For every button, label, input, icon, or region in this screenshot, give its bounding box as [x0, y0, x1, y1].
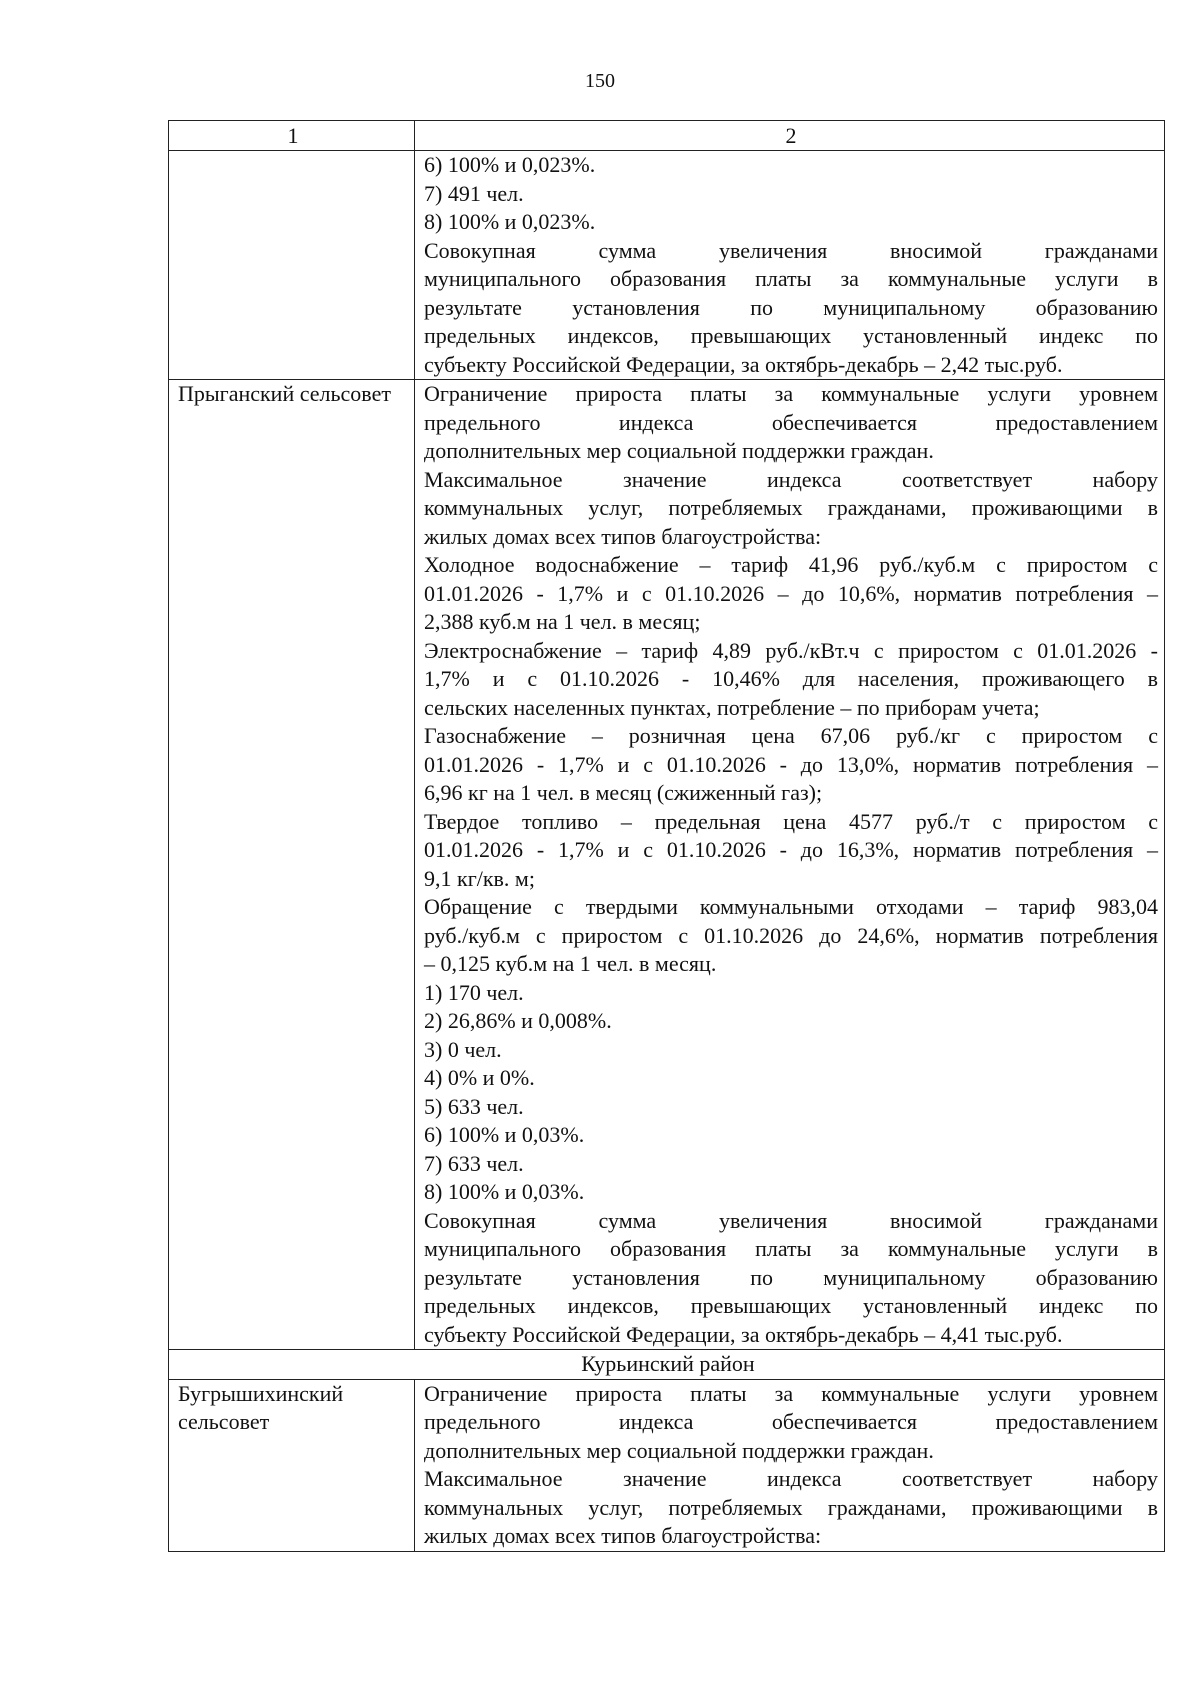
table-row — [169, 151, 1165, 380]
text-line: коммунальных услуг, потребляемых гражданами, проживающими в — [424, 495, 1158, 520]
text-line: 01.01.2026 - 1,7% и с 01.10.2026 - до 16,3%, норматив потребления – — [424, 837, 1158, 862]
description-lines — [424, 1380, 1158, 1551]
municipality-cell — [169, 151, 415, 380]
text-line: субъекту Российской Федерации, за октябрь-декабрь – 4,41 тыс.руб. — [424, 1321, 1063, 1347]
text-line: сельских населенных пунктах, потребление – по приборам учета; — [424, 694, 1040, 720]
text-line: 3) 0 чел. — [424, 1036, 502, 1062]
text-line: 7) 491 чел. — [424, 180, 524, 206]
header-row — [169, 121, 1165, 151]
text-line: жилых домах всех типов благоустройства: — [424, 523, 822, 549]
text-line: Совокупная сумма увеличения вносимой гражданами — [424, 1207, 1158, 1233]
text-line: результате установления по муниципальному образованию — [424, 294, 1158, 320]
text-line: муниципального образования платы за коммунальные услуги в — [424, 266, 1158, 291]
text-line: муниципального образования платы за коммунальные услуги в — [424, 1236, 1158, 1261]
text-line: предельных индексов, превышающих установленный индекс по — [424, 323, 1158, 348]
text-line: 2) 26,86% и 0,008%. — [424, 1008, 612, 1033]
text-line: Обращение с твердыми коммунальными отходами – тариф 983,04 — [424, 894, 1158, 919]
text-line: 5) 633 чел. — [424, 1093, 524, 1119]
description-cell — [415, 380, 1165, 1350]
text-line: дополнительных мер социальной поддержки граждан. — [424, 1437, 934, 1463]
section-row — [169, 1350, 1165, 1380]
text-line: 2,388 куб.м на 1 чел. в месяц; — [424, 609, 701, 634]
text-line: 01.01.2026 - 1,7% и с 01.10.2026 – до 10,6%, норматив потребления – — [424, 580, 1158, 606]
description-cell — [415, 1379, 1165, 1551]
column-header-1: 1 — [169, 121, 415, 151]
text-line: 8) 100% и 0,023%. — [424, 209, 596, 234]
text-line: Максимальное значение индекса соответствует набору — [424, 1466, 1158, 1491]
text-line: 9,1 кг/кв. м; — [424, 865, 535, 891]
text-line: Ограничение прироста платы за коммунальные услуги уровнем — [424, 1380, 1158, 1406]
text-line: Холодное водоснабжение – тариф 41,96 руб./куб.м с приростом с — [424, 552, 1158, 577]
column-header-2: 2 — [415, 121, 1165, 151]
description-cell — [415, 151, 1165, 380]
text-line: жилых домах всех типов благоустройства: — [424, 1523, 822, 1548]
text-line: 8) 100% и 0,03%. — [424, 1179, 585, 1204]
document-table — [168, 120, 1165, 1552]
text-line: Ограничение прироста платы за коммунальные услуги уровнем — [424, 381, 1158, 406]
text-line: результате установления по муниципальному образованию — [424, 1264, 1158, 1290]
text-line: Твердое топливо – предельная цена 4577 руб./т с приростом с — [424, 808, 1158, 834]
table-row — [169, 1379, 1165, 1551]
description-lines — [424, 151, 1158, 379]
text-line: 4) 0% и 0%. — [424, 1065, 535, 1090]
table-row — [169, 380, 1165, 1350]
municipality-cell: Прыганский сельсовет — [169, 380, 415, 1350]
text-line: предельных индексов, превышающих установленный индекс по — [424, 1293, 1158, 1318]
text-line: – 0,125 куб.м на 1 чел. в месяц. — [424, 951, 717, 976]
text-line: 6) 100% и 0,03%. — [424, 1122, 585, 1147]
text-line: Газоснабжение – розничная цена 67,06 руб./кг с приростом с — [424, 723, 1158, 748]
text-line: Совокупная сумма увеличения вносимой гражданами — [424, 237, 1158, 263]
text-line: предельного индекса обеспечивается предоставлением — [424, 1409, 1158, 1434]
text-line: субъекту Российской Федерации, за октябрь-декабрь – 2,42 тыс.руб. — [424, 351, 1063, 377]
text-line: 1) 170 чел. — [424, 979, 524, 1005]
municipality-cell: Бугрышихинский сельсовет — [169, 1379, 415, 1551]
page-number: 150 — [585, 70, 615, 92]
text-line: коммунальных услуг, потребляемых гражданами, проживающими в — [424, 1494, 1158, 1520]
text-line: дополнительных мер социальной поддержки граждан. — [424, 438, 934, 463]
text-line: Максимальное значение индекса соответствует набору — [424, 466, 1158, 492]
text-line: 1,7% и с 01.10.2026 - 10,46% для населения, проживающего в — [424, 666, 1158, 691]
description-lines — [424, 380, 1158, 1349]
text-line: 6,96 кг на 1 чел. в месяц (сжиженный газ); — [424, 780, 823, 805]
text-line: 01.01.2026 - 1,7% и с 01.10.2026 - до 13,0%, норматив потребления – — [424, 751, 1158, 777]
text-line: предельного индекса обеспечивается предоставлением — [424, 409, 1158, 435]
text-line: Электроснабжение – тариф 4,89 руб./кВт.ч с приростом с 01.01.2026 - — [424, 637, 1158, 663]
text-line: 6) 100% и 0,023%. — [424, 152, 596, 177]
text-line: руб./куб.м с приростом с 01.10.2026 до 24,6%, норматив потребления — [424, 922, 1158, 948]
section-title: Курьинский район — [169, 1350, 1165, 1380]
text-line: 7) 633 чел. — [424, 1150, 524, 1176]
